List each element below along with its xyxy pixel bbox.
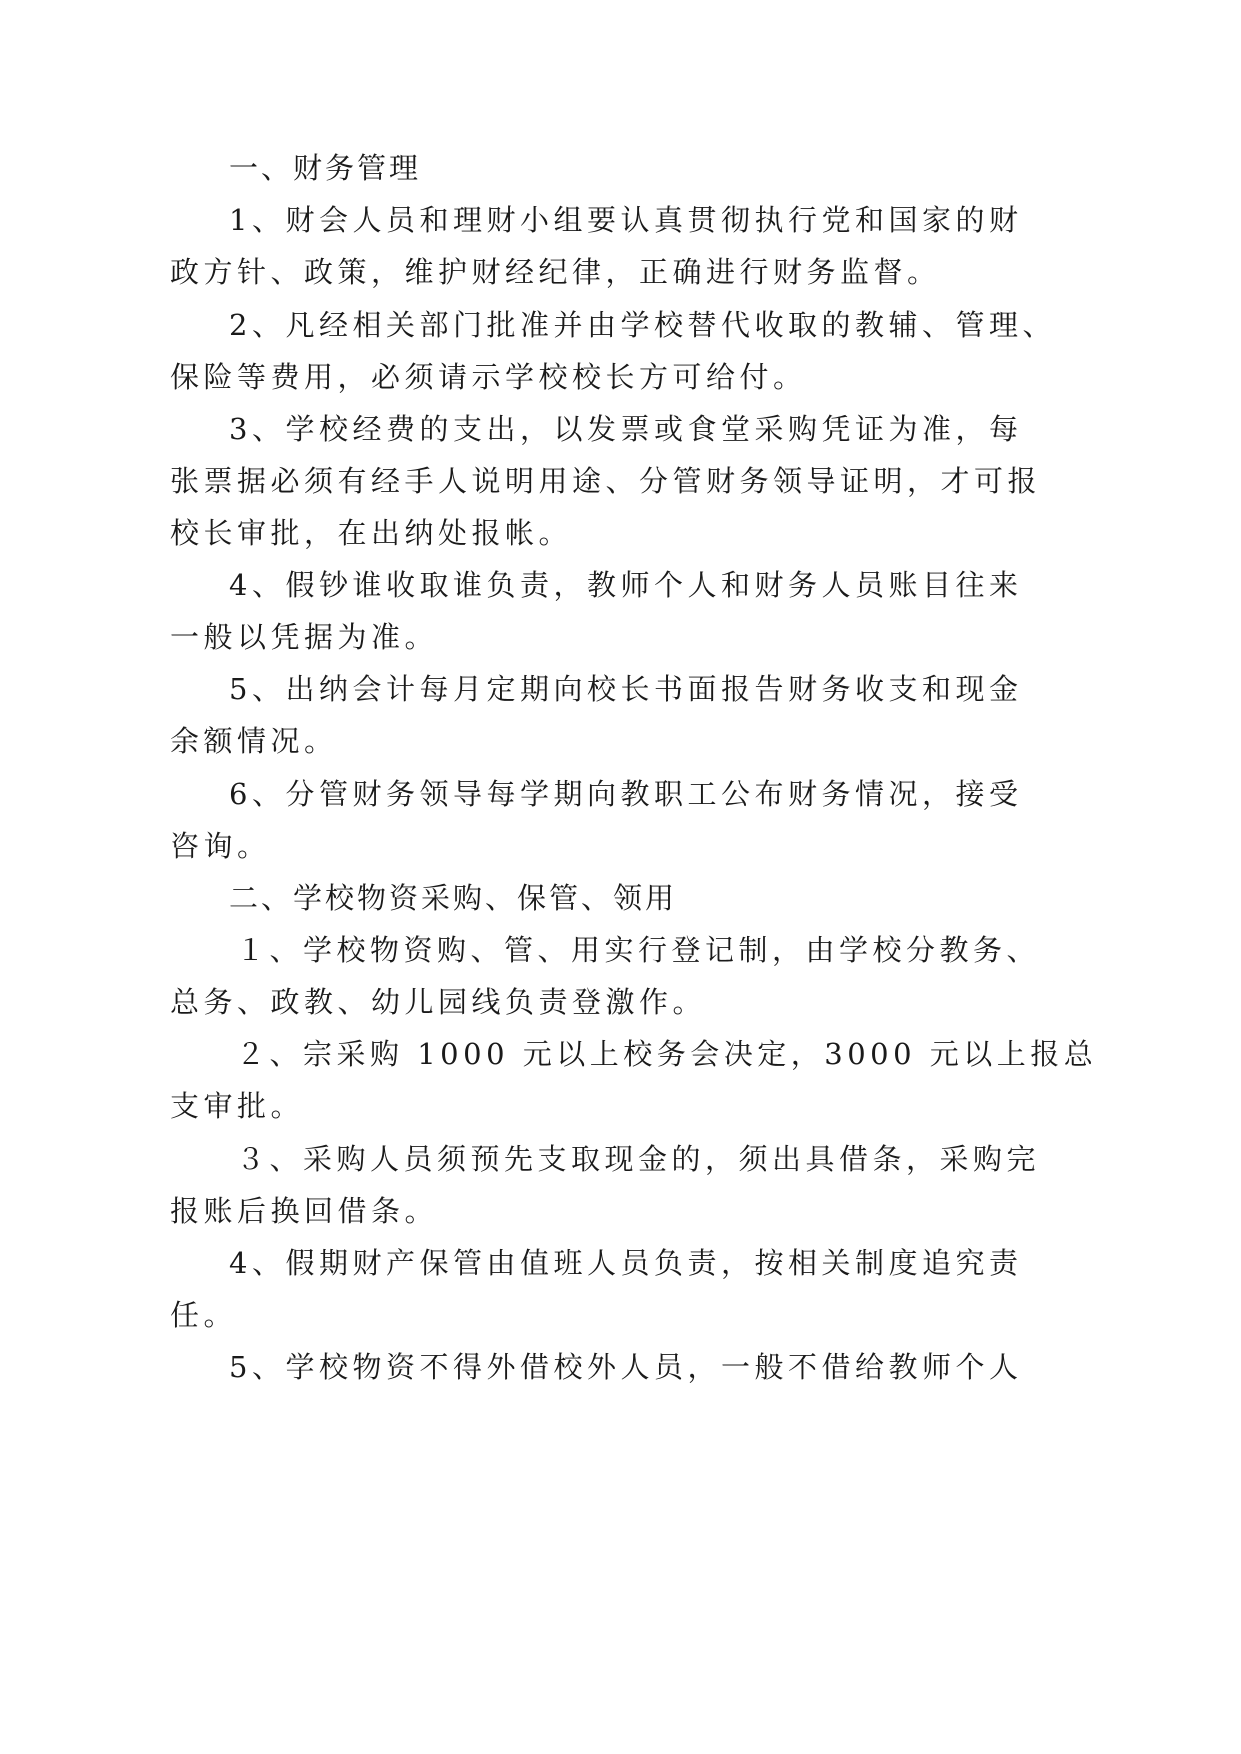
- paragraph-line: ３、采购人员须预先支取现金的，须出具借条，采购完: [236, 1142, 1041, 1176]
- paragraph-line: 张票据必须有经手人说明用途、分管财务领导证明，才可报: [170, 464, 1042, 498]
- paragraph-line: 保险等费用，必须请示学校校长方可给付。: [170, 360, 807, 394]
- section-heading-procurement: 二、学校物资采购、保管、领用: [229, 881, 678, 915]
- paragraph-line: 支审批。: [170, 1089, 305, 1123]
- paragraph-line: 政方针、政策，维护财经纪律，正确进行财务监督。: [170, 255, 941, 289]
- paragraph-line: 4、假期财产保管由值班人员负责，按相关制度追究责: [229, 1246, 1023, 1280]
- paragraph-line: 5、学校物资不得外借校外人员，一般不借给教师个人: [229, 1350, 1023, 1384]
- paragraph-line: １、学校物资购、管、用实行登记制，由学校分教务、: [236, 933, 1041, 967]
- paragraph-line: 6、分管财务领导每学期向教职工公布财务情况，接受: [229, 777, 1023, 811]
- paragraph-line: 1、财会人员和理财小组要认真贯彻执行党和国家的财: [229, 203, 1023, 237]
- paragraph-line: 咨询。: [170, 829, 271, 863]
- paragraph-line: ２、宗采购 1000 元以上校务会决定，3000 元以上报总: [236, 1037, 1098, 1071]
- paragraph-line: 总务、政教、幼儿园线负责登激作。: [170, 985, 707, 1019]
- paragraph-line: 一般以凭据为准。: [170, 620, 439, 654]
- paragraph-line: 2、凡经相关部门批准并由学校替代收取的教辅、管理、: [229, 308, 1056, 342]
- paragraph-line: 任。: [170, 1298, 238, 1332]
- paragraph-line: 余额情况。: [170, 724, 338, 758]
- paragraph-line: 3、学校经费的支出，以发票或食堂采购凭证为准，每: [229, 412, 1023, 446]
- paragraph-line: 4、假钞谁收取谁负责，教师个人和财务人员账目往来: [229, 568, 1023, 602]
- paragraph-line: 报账后换回借条。: [170, 1194, 439, 1228]
- section-heading-finance: 一、财务管理: [229, 151, 422, 185]
- paragraph-line: 校长审批，在出纳处报帐。: [170, 516, 573, 550]
- paragraph-line: 5、出纳会计每月定期向校长书面报告财务收支和现金: [229, 672, 1023, 706]
